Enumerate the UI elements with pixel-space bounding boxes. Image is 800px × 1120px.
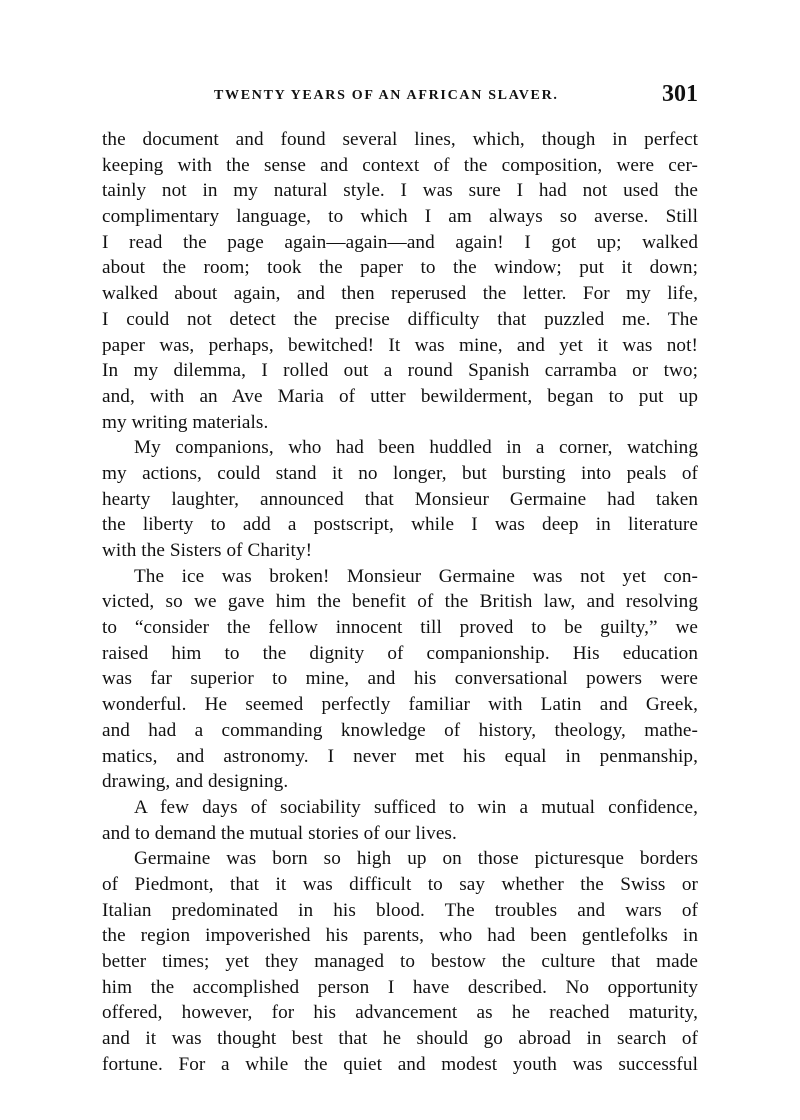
text-line: my actions, could stand it no longer, but bursting into peals of xyxy=(102,462,698,484)
page-number: 301 xyxy=(662,81,698,107)
text-line: Italian predominated in his blood. The troubles and wars of xyxy=(102,899,698,921)
text-line: I could not detect the precise difficulty that puzzled me. The xyxy=(102,308,698,330)
text-line: keeping with the sense and context of the composition, were cer- xyxy=(102,154,698,176)
text-line: complimentary language, to which I am always so averse. Still xyxy=(102,206,698,228)
text-line: Germaine was born so high up on those picturesque borders xyxy=(134,848,698,870)
paragraph xyxy=(102,846,698,1077)
text-line: and, with an Ave Maria of utter bewilderment, began to put up xyxy=(102,385,698,407)
text-line: In my dilemma, I rolled out a round Spanish carramba or two; xyxy=(102,360,698,382)
running-title: TWENTY YEARS OF AN AFRICAN SLAVER. xyxy=(214,88,559,103)
paragraph xyxy=(102,795,698,846)
text-line: drawing, and designing. xyxy=(102,771,289,793)
text-line: better times; yet they managed to bestow the culture that made xyxy=(102,951,698,972)
text-line: I read the page again—again—and again! I got up; walked xyxy=(102,231,698,253)
text-line: the liberty to add a postscript, while I was deep in literature xyxy=(102,514,698,536)
paragraph xyxy=(102,435,698,563)
text-line: and it was thought best that he should go abroad in search of xyxy=(102,1028,698,1050)
text-line: The ice was broken! Monsieur Germaine was not yet con- xyxy=(134,565,698,587)
paragraph xyxy=(102,127,698,435)
text-line: my writing materials. xyxy=(102,411,269,433)
text-line: paper was, perhaps, bewitched! It was mine, and yet it was not! xyxy=(102,334,698,356)
text-line: raised him to the dignity of companionship. His education xyxy=(102,642,698,664)
text-line: hearty laughter, announced that Monsieur Germaine had taken xyxy=(102,488,698,510)
text-line: him the accomplished person I have described. No opportunity xyxy=(102,976,698,998)
paragraph xyxy=(102,564,698,795)
text-line: the document and found several lines, which, though in perfect xyxy=(102,129,698,150)
text-line: about the room; took the paper to the window; put it down; xyxy=(102,257,698,279)
text-line: A few days of sociability sufficed to win a mutual confidence, xyxy=(134,796,698,818)
text-line: walked about again, and then reperused the letter. For my life, xyxy=(102,283,698,305)
text-line: and to demand the mutual stories of our lives. xyxy=(102,822,457,844)
running-head xyxy=(102,81,698,114)
text-line: to “consider the fellow innocent till proved to be guilty,” we xyxy=(102,617,698,639)
text-line: matics, and astronomy. I never met his equal in penmanship, xyxy=(102,745,698,767)
text-line: wonderful. He seemed perfectly familiar with Latin and Greek, xyxy=(102,694,698,716)
text-line: was far superior to mine, and his conversational powers were xyxy=(102,668,698,690)
text-line: My companions, who had been huddled in a corner, watching xyxy=(134,437,698,459)
text-line: offered, however, for his advancement as he reached maturity, xyxy=(102,1002,698,1024)
text-line: fortune. For a while the quiet and modest youth was successful xyxy=(102,1053,698,1075)
text-line: victed, so we gave him the benefit of the British law, and resolving xyxy=(102,591,698,613)
text-line: and had a commanding knowledge of history, theology, mathe- xyxy=(102,719,698,741)
text-line: of Piedmont, that it was difficult to say whether the Swiss or xyxy=(102,873,698,895)
text-line: tainly not in my natural style. I was sure I had not used the xyxy=(102,180,698,202)
body-text xyxy=(102,127,698,1077)
text-line: the region impoverished his parents, who had been gentlefolks in xyxy=(102,925,698,947)
text-line: with the Sisters of Charity! xyxy=(102,540,313,561)
